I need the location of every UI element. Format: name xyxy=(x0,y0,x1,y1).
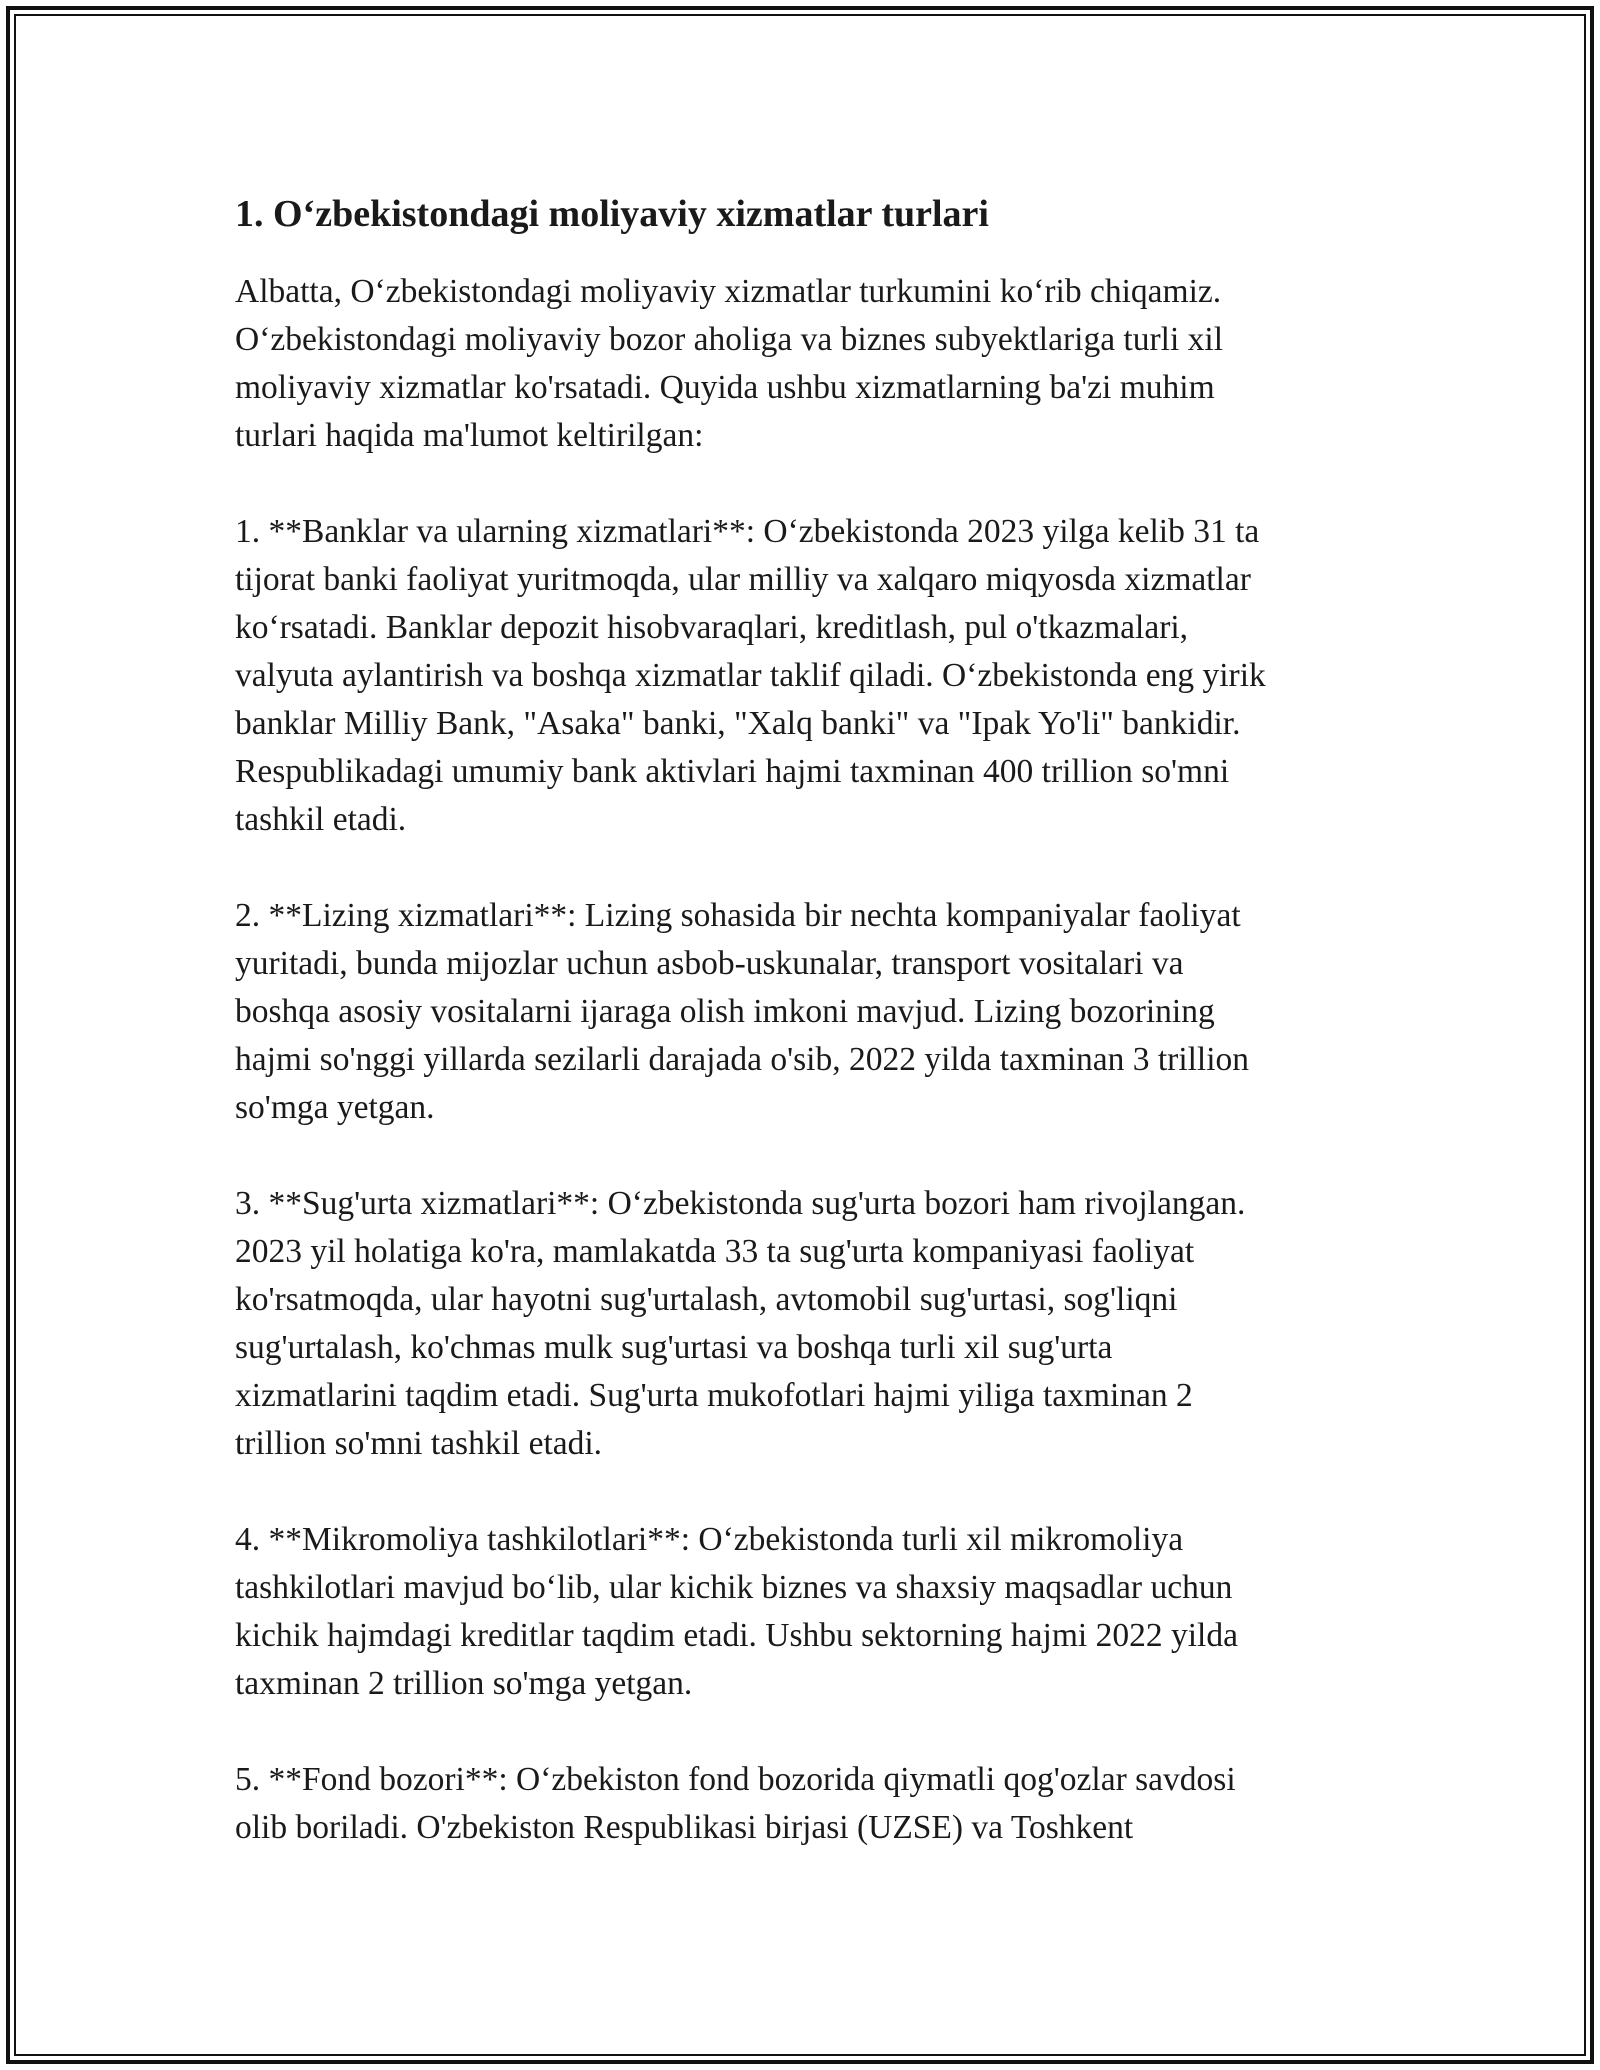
document-body xyxy=(235,190,1385,1852)
stock-market-paragraph: 5. **Fond bozori**: O‘zbekiston fond bozorida qiymatli qog'ozlar savdosi olib boriladi. O'zbekiston Respublikasi birjasi (UZSE) va Toshkent xyxy=(235,1761,1236,1846)
banks-paragraph: 1. **Banklar va ularning xizmatlari**: O‘zbekistonda 2023 yilga kelib 31 ta tijorat banki faoliyat yuritmoqda, ular milliy va xalqaro miqyosda xizmatlar ko‘rsatadi. Banklar depozit hisobvaraqlari, kreditlash, pul o'tkazmalari, valyuta aylantirish va boshqa xizmatlar taklif qiladi. O‘zbekistonda eng yirik banklar Milliy Bank, "Asaka" banki, "Xalq banki" va "Ipak Yo'li" bankidir. Respublikadagi umumiy bank aktivlari hajmi taxminan 400 trillion so'mni tashkil etadi. xyxy=(235,513,1266,838)
leasing-paragraph: 2. **Lizing xizmatlari**: Lizing sohasida bir nechta kompaniyalar faoliyat yuritadi, bunda mijozlar uchun asbob-uskunalar, transport vositalari va boshqa asosiy vositalarni ijaraga olish imkoni mavjud. Lizing bozorining hajmi so'nggi yillarda sezilarli darajada o'sib, 2022 yilda taxminan 3 trillion so'mga yetgan. xyxy=(235,897,1250,1126)
microfinance-paragraph: 4. **Mikromoliya tashkilotlari**: O‘zbekistonda turli xil mikromoliya tashkilotlari mavjud bo‘lib, ular kichik biznes va shaxsiy maqsadlar uchun kichik hajmdagi kreditlar taqdim etadi. Ushbu sektorning hajmi 2022 yilda taxminan 2 trillion so'mga yetgan. xyxy=(235,1521,1238,1702)
section-heading: 1. O‘zbekistondagi moliyaviy xizmatlar turlari xyxy=(235,193,989,235)
intro-paragraph: Albatta, O‘zbekistondagi moliyaviy xizmatlar turkumini ko‘rib chiqamiz. O‘zbekistondagi moliyaviy bozor aholiga va biznes subyektlariga turli xil moliyaviy xizmatlar ko'rsatadi. Quyida ushbu xizmatlarning ba'zi muhim turlari haqida ma'lumot keltirilgan: xyxy=(235,273,1224,454)
insurance-paragraph: 3. **Sug'urta xizmatlari**: O‘zbekistonda sug'urta bozori ham rivojlangan. 2023 yil holatiga ko'ra, mamlakatda 33 ta sug'urta kompaniyasi faoliyat ko'rsatmoqda, ular hayotni sug'urtalash, avtomobil sug'urtasi, sog'liqni sug'urtalash, ko'chmas mulk sug'urtasi va boshqa turli xil sug'urta xizmatlarini taqdim etadi. Sug'urta mukofotlari hajmi yiliga taxminan 2 trillion so'mni tashkil etadi. xyxy=(235,1185,1246,1462)
